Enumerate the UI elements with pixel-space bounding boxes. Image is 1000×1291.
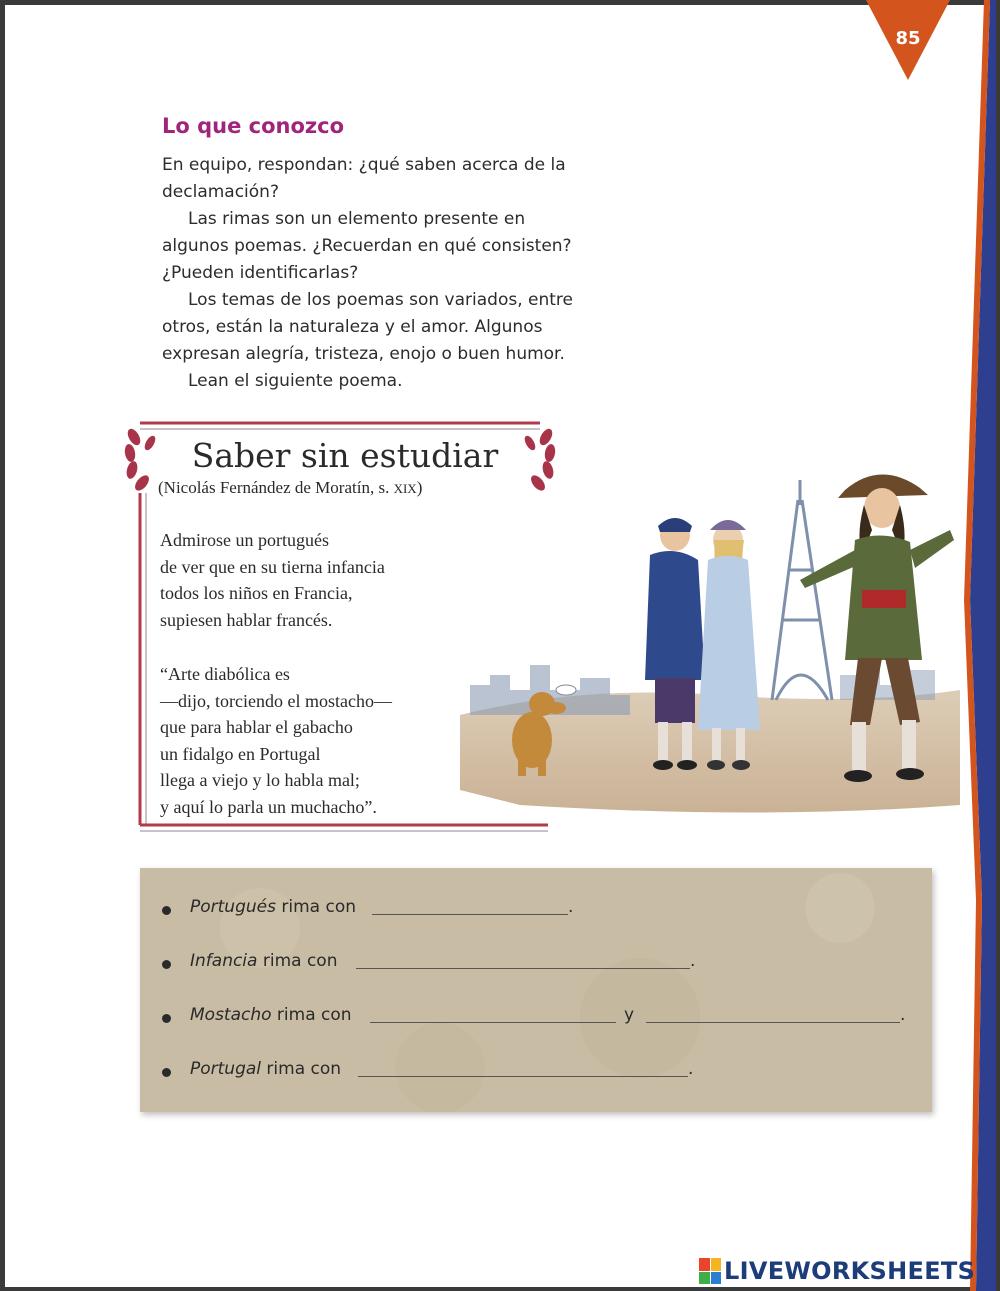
intro-text — [162, 152, 622, 395]
exercise-rest: rima con — [261, 1059, 342, 1079]
logo-text: LIVEWORKSHEETS — [724, 1257, 976, 1285]
frame-top — [0, 0, 1000, 5]
logo-mark-icon — [699, 1258, 721, 1284]
section-title: Lo que conozco — [162, 114, 345, 138]
intro-line: algunos poemas. ¿Recuerdan en qué consisten? — [162, 236, 572, 256]
exercise-word: Portugués — [190, 897, 276, 917]
speech-bubble-icon — [556, 685, 576, 695]
intro-line: Las rimas son un elemento presente en — [188, 209, 526, 229]
joiner-text: y — [624, 1005, 635, 1025]
frame-left — [0, 0, 5, 1291]
poem-line: llega a viejo y lo habla mal; — [160, 770, 360, 790]
poem-line: Admirose un portugués — [160, 530, 329, 550]
answer-blank[interactable] — [372, 914, 568, 915]
intro-line: declamación? — [162, 182, 279, 202]
bullet-icon — [162, 906, 171, 915]
exercise-word: Mostacho — [190, 1005, 272, 1025]
period: . — [568, 897, 574, 917]
intro-line: expresan alegría, tristeza, enojo o buen humor. — [162, 344, 565, 364]
poem-line: un fidalgo en Portugal — [160, 743, 321, 764]
poem-title: Saber sin estudiar — [191, 436, 499, 475]
poem-line: de ver que en su tierna infancia — [160, 556, 385, 577]
poem-line: todos los niños en Francia, — [160, 583, 353, 603]
answer-blank[interactable] — [358, 1076, 688, 1077]
poem-illustration — [460, 460, 960, 820]
intro-line: otros, están la naturaleza y el amor. Algunos — [162, 317, 543, 337]
poem-stanza-2 — [160, 661, 392, 820]
period: . — [900, 1005, 906, 1025]
frame-bottom — [0, 1287, 1000, 1291]
answer-blank[interactable] — [646, 1022, 900, 1023]
author-close: ) — [416, 478, 423, 497]
bullet-icon — [162, 1068, 171, 1077]
period: . — [688, 1059, 694, 1079]
intro-line: Los temas de los poemas son variados, entre — [188, 290, 573, 310]
page-number: 85 — [895, 28, 921, 49]
intro-line: ¿Pueden identificarlas? — [162, 263, 359, 283]
intro-line: Lean el siguiente poema. — [188, 371, 403, 391]
poem-line: y aquí lo parla un muchacho”. — [160, 796, 377, 817]
exercise-rest: rima con — [271, 1005, 352, 1025]
period: . — [690, 951, 696, 971]
exercise-rest: rima con — [275, 897, 356, 917]
poem-line: supiesen hablar francés. — [160, 609, 333, 630]
author-name: (Nicolás Fernández de Moratín, s. — [158, 478, 394, 497]
bullet-icon — [162, 960, 171, 969]
answer-blank[interactable] — [356, 968, 690, 969]
exercise-rest: rima con — [257, 951, 338, 971]
liveworksheets-logo[interactable] — [699, 1256, 975, 1286]
poem-line: que para hablar el gabacho — [160, 717, 353, 737]
author-century: XIX — [393, 481, 417, 496]
intro-line: En equipo, respondan: ¿qué saben acerca de la — [162, 155, 566, 175]
exercise-word: Infancia — [190, 951, 258, 971]
poem-line: —dijo, torciendo el mostacho— — [160, 690, 392, 711]
poem-stanza-1 — [160, 527, 385, 633]
laurel-left-icon — [124, 427, 158, 493]
bullet-icon — [162, 1014, 171, 1023]
poem-line: “Arte diabólica es — [160, 664, 290, 684]
exercise-word: Portugal — [190, 1059, 262, 1079]
eiffel-tower-icon — [772, 480, 832, 700]
answer-blank[interactable] — [370, 1022, 616, 1023]
